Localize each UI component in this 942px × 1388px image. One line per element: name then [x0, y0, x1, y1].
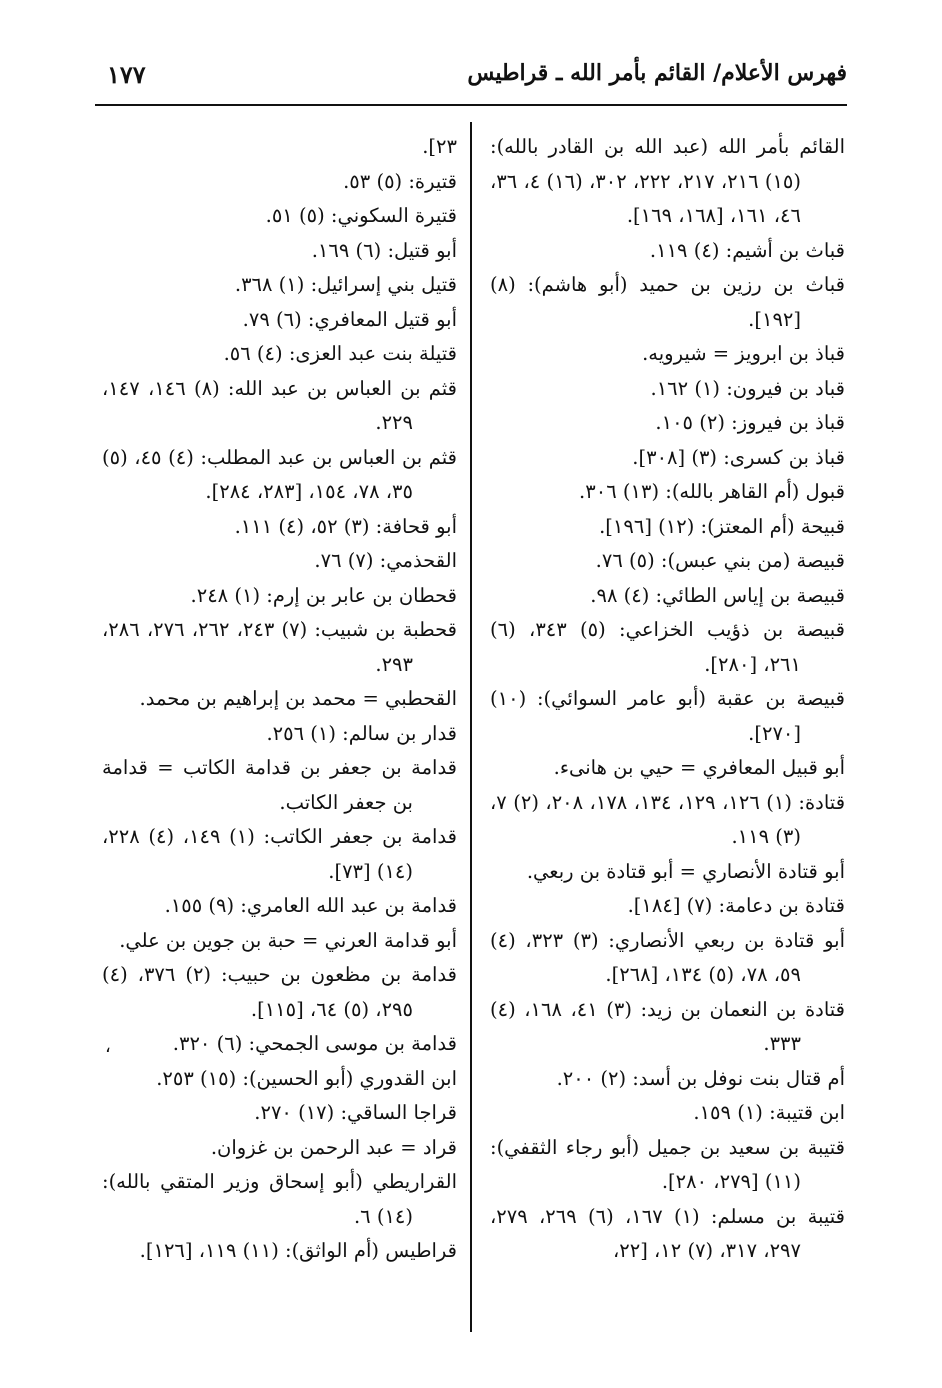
index-entry: قباث بن أشيم: (٤) ١١٩. — [649, 238, 845, 262]
index-entry: قراطيس (أم الواثق): (١١) ١١٩، [١٢٦]. — [139, 1239, 457, 1262]
index-entry: أم قتال بنت نوفل بن أسد: (٢) ٢٠٠. — [556, 1066, 845, 1090]
index-entry: قباث بن رزين بن حميد (أبو هاشم): (٨) [١٩٢]. — [490, 273, 845, 331]
index-entry: قدامة بن موسى الجمحي: (٦) ٣٢٠. — [172, 1032, 457, 1055]
index-entry: أبو قحافة: (٣) ٥٢، (٤) ١١١. — [234, 514, 457, 538]
index-entry: قتيل بني إسرائيل: (١) ٣٦٨. — [234, 273, 457, 296]
index-entry: قتادة: (١) ١٢٦، ١٢٩، ١٣٤، ١٧٨، ٢٠٨، (٢) ٧، (٣) ١١٩. — [490, 790, 846, 848]
index-entry: ٢٣]. — [422, 135, 457, 158]
index-entry: قحطبة بن شبيب: (٧) ٢٤٣، ٢٦٢، ٢٧٦، ٢٨٦، ٢٩٣. — [102, 618, 457, 676]
index-entry: أبو قبيل المعافري = حيي بن هانىء. — [553, 756, 845, 779]
index-entry: ابن قتيبة: (١) ١٥٩. — [693, 1101, 845, 1124]
running-title: فهرس الأعلام/ القائم بأمر الله ـ قراطيس — [467, 60, 847, 86]
index-column-right — [490, 130, 845, 1269]
index-entry: قدامة بن عبد الله العامري: (٩) ١٥٥. — [164, 894, 457, 917]
column-divider — [470, 122, 472, 1332]
index-entry: أبو قتادة الأنصاري = أبو قتادة بن ربعي. — [526, 859, 845, 883]
index-entry: قدار بن سالم: (١) ٢٥٦. — [266, 721, 457, 745]
page-number: ١٧٧ — [107, 60, 146, 89]
index-entry: القحذمي: (٧) ٧٦. — [314, 549, 457, 572]
index-entry: قراد = عبد الرحمن بن غزوان. — [210, 1135, 457, 1159]
index-entry: قثم بن العباس بن عبد المطلب: (٤) ٤٥، (٥) ٣٥، ٧٨، ١٥٤، [٢٨٣، ٢٨٤]. — [102, 445, 457, 503]
index-entry: قتيبة بن مسلم: (١) ١٦٧، (٦) ٢٦٩، ٢٧٩، ٢٩٧، ٣١٧، (٧) ١٢، [٢٢، — [490, 1204, 846, 1262]
index-entry: أبو قتادة بن ربعي الأنصاري: (٣) ٣٢٣، (٤) ٥٩، ٧٨، (٥) ١٣٤، [٢٦٨]. — [490, 928, 845, 986]
index-entry: أبو قدامة العرني = حبة بن جوين بن علي. — [119, 928, 457, 952]
index-entry: القائم بأمر الله (عبد الله بن القادر بالله): (١٥) ٢١٦، ٢١٧، ٢٢٢، ٣٠٢، (١٦) ٤، ٣٦، ٤٦، ١٦١، [١٦٨، ١٦٩]. — [490, 135, 845, 227]
page-header — [95, 52, 847, 100]
index-entry: القحطبي = محمد بن إبراهيم بن محمد. — [139, 687, 457, 710]
index-entry: قبول (أم القاهر بالله): (١٣) ٣٠٦. — [579, 480, 845, 503]
index-entry: قدامة بن جعفر بن قدامة الكاتب = قدامة بن جعفر الكاتب. — [102, 756, 457, 814]
index-entry: قراجا الساقي: (١٧) ٢٧٠. — [254, 1101, 457, 1124]
index-entry: قباذ بن كسرى: (٣) [٣٠٨]. — [632, 445, 845, 469]
index-entry: قبيحة (أم المعتز): (١٢) [١٩٦]. — [599, 514, 845, 538]
index-entry: القراريطي (أبو إسحاق وزير المتقي بالله): (١٤) ٦. — [102, 1170, 457, 1228]
index-entry: ابن القدوري (أبو الحسين): (١٥) ٢٥٣. — [156, 1066, 457, 1090]
index-entry: قباذ بن فيروز: (٢) ١٠٥. — [655, 411, 845, 434]
index-entry: قباذ بن ابرويز = شيرويه. — [642, 342, 845, 365]
index-entry: قدامة بن جعفر الكاتب: (١) ١٤٩، (٤) ٢٢٨، (١٤) [٧٣]. — [102, 825, 457, 883]
stray-comma-mark: ، — [105, 1036, 111, 1057]
index-entry: قثم بن العباس بن عبد الله: (٨) ١٤٦، ١٤٧، ٢٢٩. — [102, 376, 457, 434]
index-entry: أبو قتيل المعافري: (٦) ٧٩. — [242, 307, 457, 331]
index-entry: قتيبة بن سعيد بن جميل (أبو رجاء الثقفي): (١١) [٢٧٩، ٢٨٠]. — [490, 1135, 845, 1193]
index-entry: قتيرة: (٥) ٥٣. — [343, 169, 457, 193]
index-entry: قدامة بن مظعون بن حبيب: (٢) ٣٧٦، (٤) ٢٩٥، (٥) ٦٤، [١١٥]. — [102, 963, 457, 1021]
index-entry: قبيصة (من بني عبس): (٥) ٧٦. — [595, 549, 845, 572]
index-entry: قبيصة بن إياس الطائي: (٤) ٩٨. — [590, 583, 845, 607]
index-entry: قباد بن فيرون: (١) ١٦٢. — [650, 376, 845, 400]
index-entry: أبو قتيل: (٦) ١٦٩. — [311, 238, 457, 262]
index-column-left — [102, 130, 457, 1269]
index-entry: قبيصة بن ذؤيب الخزاعي: (٥) ٣٤٣، (٦) ٢٦١، [٢٨٠]. — [490, 618, 845, 676]
index-entry: قتيلة بنت عبد العزى: (٤) ٥٦. — [223, 342, 457, 365]
header-rule — [95, 104, 847, 106]
index-entry: قبيصة بن عقبة (أبو عامر السوائي): (١٠) [٢٧٠]. — [490, 687, 845, 745]
index-entry: قتادة بن النعمان بن زيد: (٣) ٤١، ١٦٨، (٤) ٣٣٣. — [490, 997, 846, 1055]
index-entry: قحطان بن عابر بن إرم: (١) ٢٤٨. — [190, 583, 457, 607]
index-entry: قتادة بن دعامة: (٧) [١٨٤]. — [627, 894, 845, 917]
index-entry: قتيرة السكوني: (٥) ٥١. — [265, 204, 457, 227]
